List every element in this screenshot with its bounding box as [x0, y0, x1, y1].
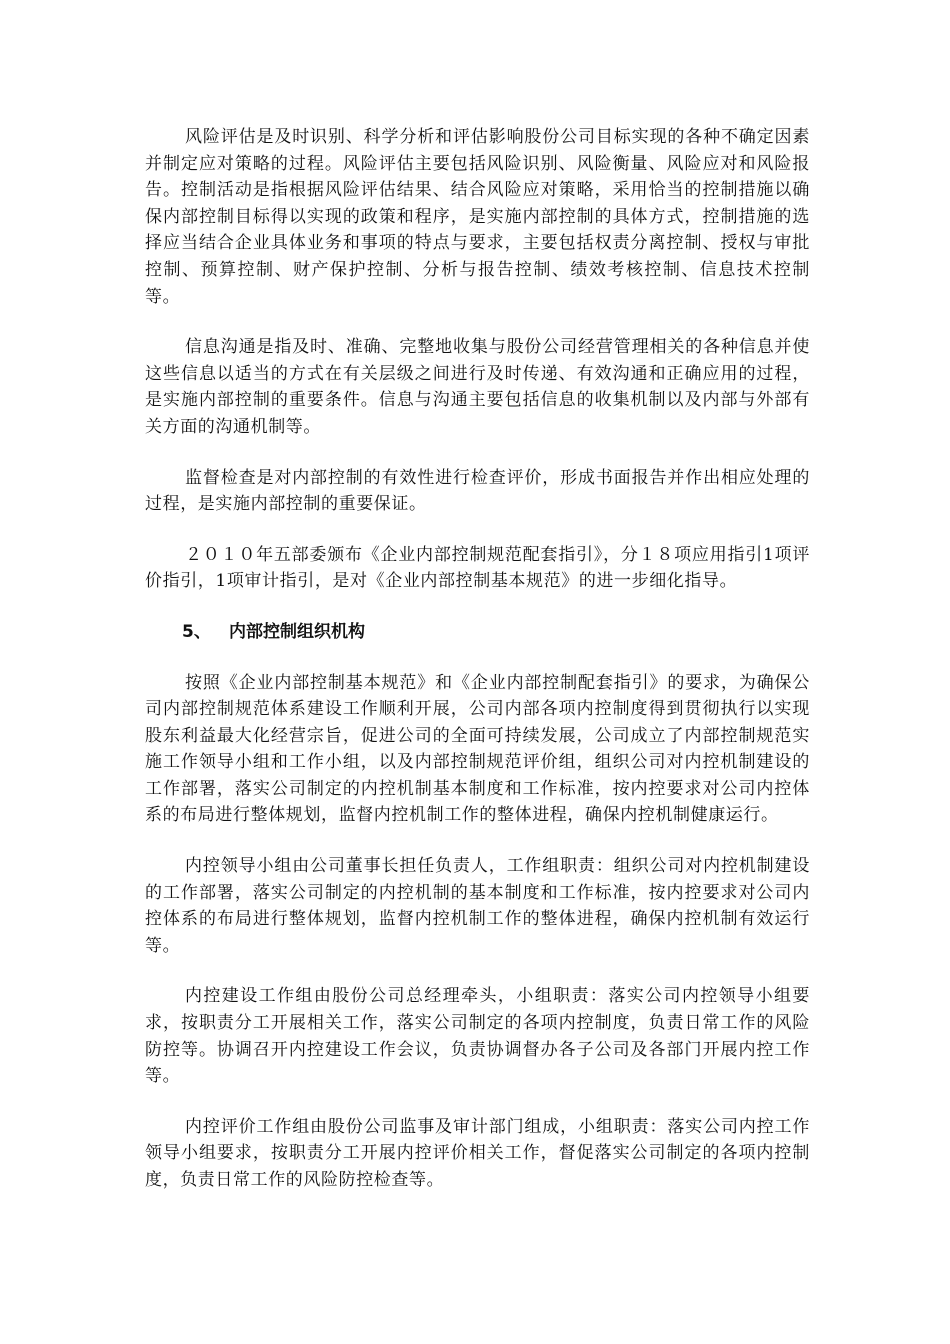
paragraph-2010-guidelines: ２０１０年五部委颁布《企业内部控制规范配套指引》，分１８项应用指引1项评价指引，1项审计指引，是对《企业内部控制基本规范》的进一步细化指导。	[145, 544, 810, 592]
paragraph-construction-group: 内控建设工作组由股份公司总经理牵头，小组职责：落实公司内控领导小组要求，按职责分工开展相关工作，落实公司制定的各项内控制度，负责日常工作的风险防控等。协调召开内控建设工作会议，负责协调督办各子公司及各部门开展内控工作等。	[145, 986, 810, 1087]
paragraph-information-communication: 信息沟通是指及时、准确、完整地收集与股份公司经营管理相关的各种信息并使这些信息以适当的方式在有关层级之间进行及时传递、有效沟通和正确应用的过程，是实施内部控制的重要条件。信息与沟通主要包括信息的收集机制以及内部与外部有关方面的沟通机制等。	[145, 337, 810, 437]
paragraph-risk-assessment: 风险评估是及时识别、科学分析和评估影响股份公司目标实现的各种不确定因素并制定应对策略的过程。风险评估主要包括风险识别、风险衡量、风险应对和风险报告。控制活动是指根据风险评估结果、结合风险应对策略，采用恰当的控制措施以确保内部控制目标得以实现的政策和程序，是实施内部控制的具体方式，控制措施的选择应当结合企业具体业务和事项的特点与要求，主要包括权责分离控制、授权与审批控制、预算控制、财产保护控制、分析与报告控制、绩效考核控制、信息技术控制等。	[145, 127, 810, 307]
paragraph-evaluation-group: 内控评价工作组由股份公司监事及审计部门组成，小组职责：落实公司内控工作领导小组要求，按职责分工开展内控评价相关工作，督促落实公司制定的各项内控制度，负责日常工作的风险防控检查等。	[145, 1116, 810, 1190]
section-number: 5、	[182, 621, 211, 642]
paragraph-leadership-group: 内控领导小组由公司董事长担任负责人，工作组职责：组织公司对内控机制建设的工作部署，落实公司制定的内控机制的基本制度和工作标准，按内控要求对公司内控体系的布局进行整体规划，监督内控机制工作的整体进程，确保内控机制有效运行等。	[145, 856, 810, 956]
paragraph-supervision: 监督检查是对内部控制的有效性进行检查评价，形成书面报告并作出相应处理的过程，是实施内部控制的重要保证。	[145, 467, 810, 515]
paragraph-organization-overview: 按照《企业内部控制基本规范》和《企业内部控制配套指引》的要求，为确保公司内部控制规范体系建设工作顺利开展，公司内部各项内控制度得到贯彻执行以实现股东利益最大化经营宗旨，促进公司的全面可持续发展，公司成立了内部控制规范实施工作领导小组和工作小组，以及内部控制规范评价组，组织公司对内控机制建设的工作部署，落实公司制定的内控机制基本制度和工作标准，按内控要求对公司内控体系的布局进行整体规划，监督内控机制工作的整体进程，确保内控机制健康运行。	[145, 672, 810, 826]
section-title: 内部控制组织机构	[229, 621, 365, 642]
document-body	[145, 124, 810, 1218]
section-heading	[145, 619, 810, 646]
